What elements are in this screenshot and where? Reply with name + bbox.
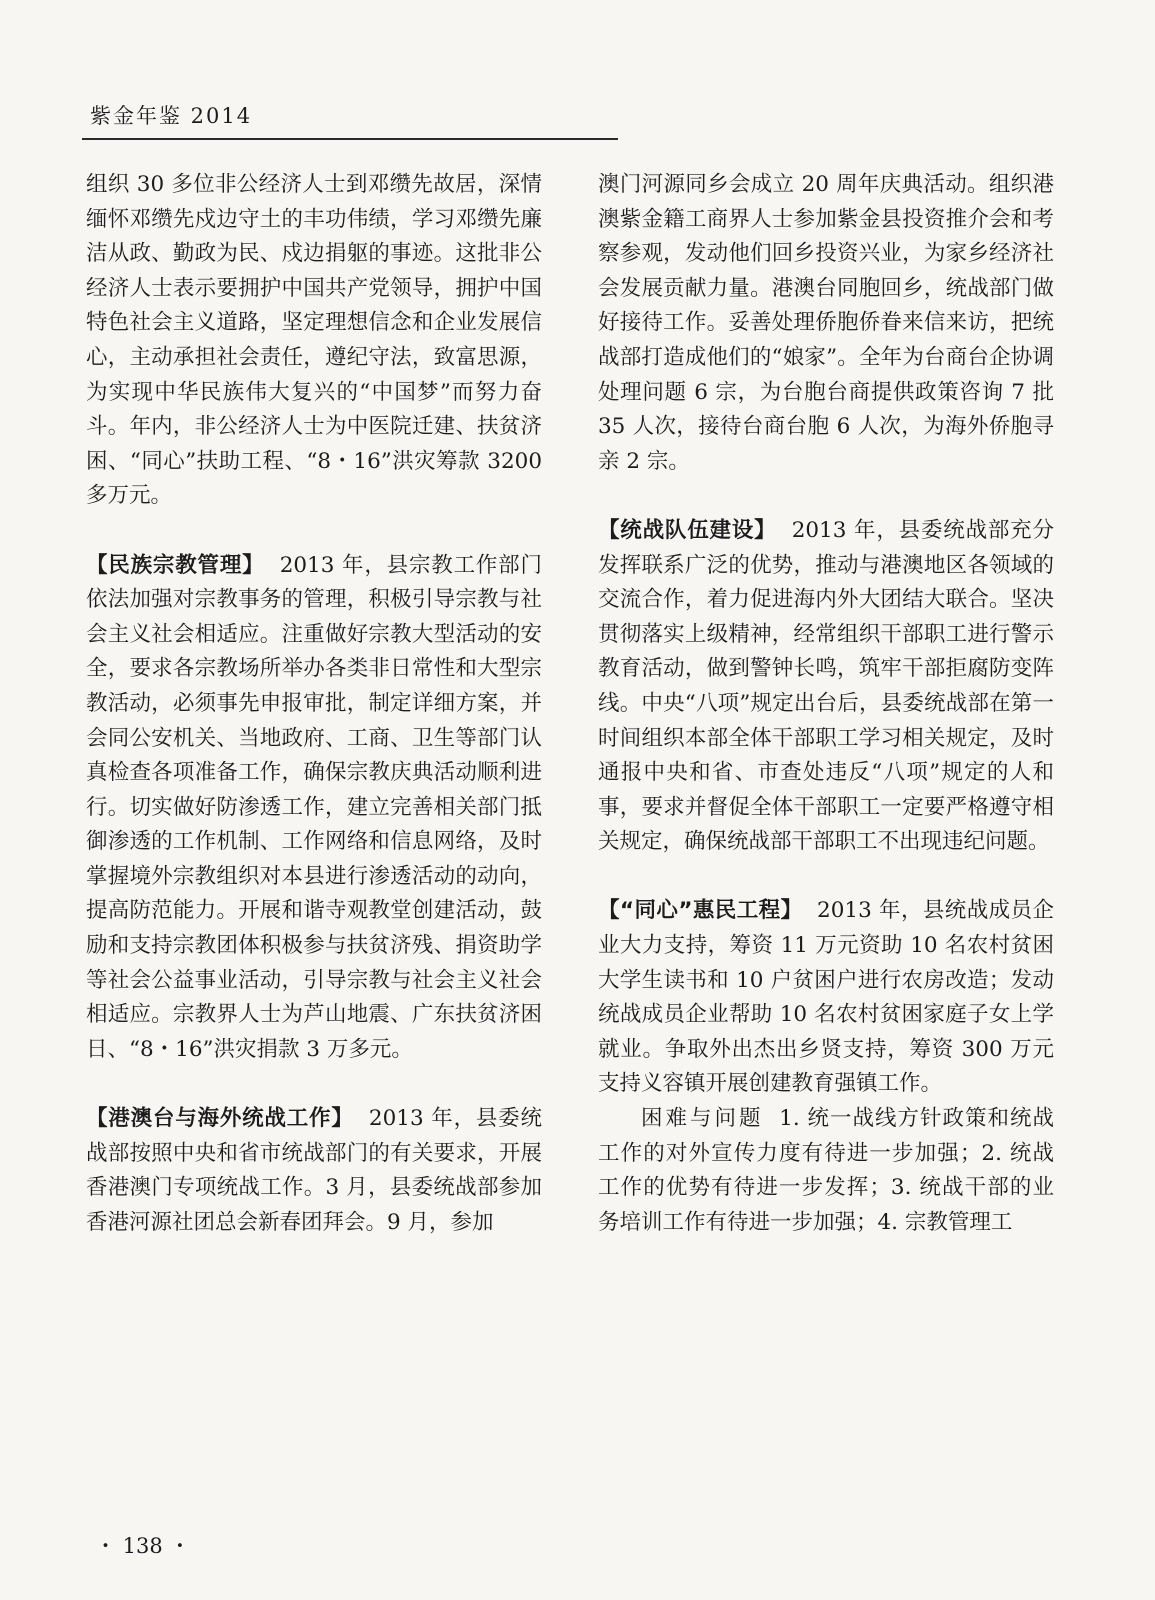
section-tongxin-project [598,894,1054,1102]
paragraph-nonpublic-economy: 组织 30 多位非公经济人士到邓缵先故居，深情缅怀邓缵先戍边守土的丰功伟绩，学习邓缵先廉洁从政、勤政为民、戍边捐躯的事迹。这批非公经济人士表示要拥护中国共产党领导，拥护中国特色社会主义道路，坚定理想信念和企业发展信心，主动承担社会责任，遵纪守法，致富思源，为实现中华民族伟大复兴的“中国梦”而努力奋斗。年内，非公经济人士为中医院迁建、扶贫济困、“同心”扶助工程、“8・16”洪灾筹款 3200 多万元。 [86,172,542,509]
section-body: 2013 年，县委统战部按照中央和省市统战部门的有关要求，开展香港澳门专项统战工作。3 月，县委统战部参加香港河源社团总会新春团拜会。9 月，参加 [86,1106,542,1235]
header-rule [82,138,618,140]
section-heading: 【统战队伍建设】 [598,517,777,543]
section-body: 2013 年，县统战成员企业大力支持，筹资 11 万元资助 10 名农村贫困大学生读书和 10 户贫困户进行农房改造；发动统战成员企业帮助 10 名农村贫困家庭子女上学就业。争取外出杰出乡贤支持，筹资 300 万元支持义容镇开展创建教育强镇工作。 [598,898,1054,1097]
section-united-front-team [598,514,1054,860]
right-column [598,168,1054,1240]
section-body: 2013 年，县宗教工作部门依法加强对宗教事务的管理，积极引导宗教与社会主义社会相适应。注重做好宗教大型活动的安全，要求各宗教场所举办各类非日常性和大型宗教活动，必须事先申报审批，制定详细方案，并会同公安机关、当地政府、工商、卫生等部门认真检查各项准备工作，确保宗教庆典活动顺利进行。切实做好防渗透工作，建立完善相关部门抵御渗透的工作机制、工作网络和信息网络，及时掌握境外宗教组织对本县进行渗透活动的动向，提高防范能力。开展和谐寺观教堂创建活动，鼓励和支持宗教团体积极参与扶贫济残、捐资助学等社会公益事业活动，引导宗教与社会主义社会相适应。宗教界人士为芦山地震、广东扶贫济困日、“8・16”洪灾捐款 3 万多元。 [86,552,542,1062]
running-header: 紫金年鉴 2014 [90,104,253,128]
subsection-heading: 困难与问题 [641,1106,764,1132]
section-hk-macao-taiwan-overseas [86,1102,542,1240]
page-number: ・ 138 ・ [95,1534,191,1558]
section-heading: 【港澳台与海外统战工作】 [86,1106,354,1132]
section-heading: 【民族宗教管理】 [86,552,265,578]
paragraph-hk-macao-continued: 澳门河源同乡会成立 20 周年庆典活动。组织港澳紫金籍工商界人士参加紫金县投资推介会和考察参观，发动他们回乡投资兴业，为家乡经济社会发展贡献力量。港澳台同胞回乡，统战部门做好接待工作。妥善处理侨胞侨眷来信来访，把统战部打造成他们的“娘家”。全年为台商台企协调处理问题 6 宗，为台胞台商提供政策咨询 7 批 35 人次，接待台商台胞 6 人次，为海外侨胞寻亲 2 宗。 [598,172,1054,474]
section-heading: 【“同心”惠民工程】 [598,898,803,924]
section-body: 1. 统一战线方针政策和统战工作的对外宣传力度有待进一步加强；2. 统战工作的优势有待进一步发挥；3. 统战干部的业务培训工作有待进一步加强；4. 宗教管理工 [598,1106,1054,1235]
section-ethnic-religious-affairs [86,549,542,1068]
left-column [86,168,542,1240]
section-body: 2013 年，县委统战部充分发挥联系广泛的优势，推动与港澳地区各领域的交流合作，着力促进海内外大团结大联合。坚决贯彻落实上级精神，经常组织干部职工进行警示教育活动，做到警钟长鸣，筑牢干部拒腐防变阵线。中央“八项”规定出台后，县委统战部在第一时间组织本部全体干部职工学习相关规定，及时通报中央和省、市查处违反“八项”规定的人和事，要求并督促全体干部职工一定要严格遵守相关规定，确保统战部干部职工不出现违纪问题。 [598,517,1054,855]
section-difficulties-problems [598,1102,1054,1240]
